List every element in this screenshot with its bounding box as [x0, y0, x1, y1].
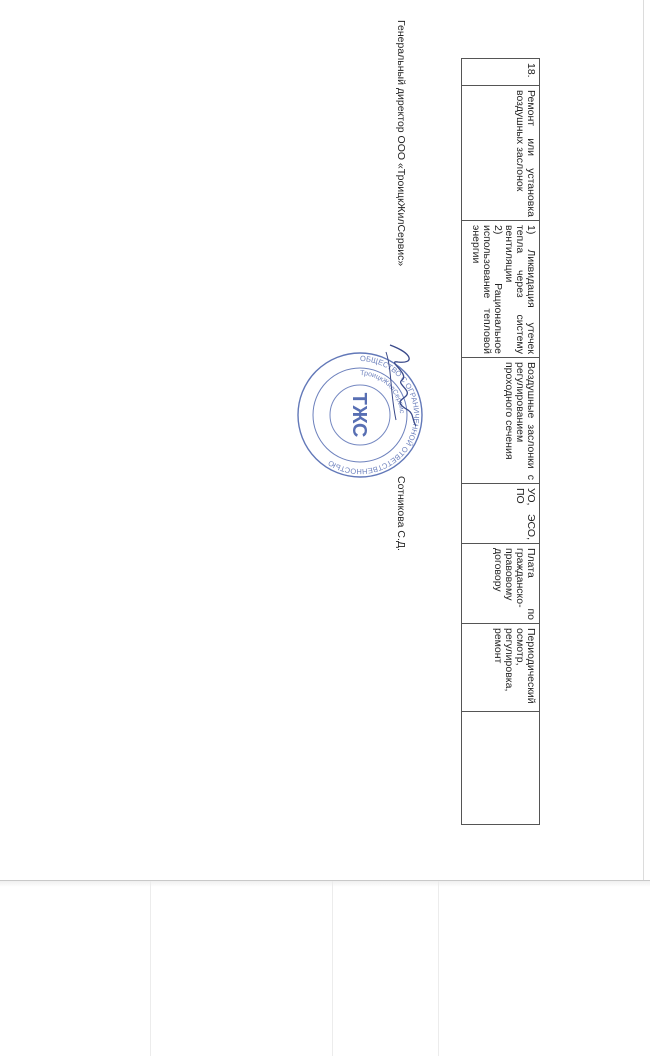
purpose-item-1: 1) Ликвидация утечек тепла через систему вентиляции: [503, 225, 537, 354]
scan-stripe: [438, 881, 439, 1056]
stamp-inner-text: ТроицкЖилСервис: [359, 369, 405, 414]
row-number: 18.: [462, 59, 540, 86]
scan-stripe: [332, 881, 333, 1056]
empty-cell: [462, 712, 540, 825]
page-bottom-edge: [0, 880, 650, 1057]
table-row: [462, 59, 540, 825]
equipment-cell: Воздушные заслонки с регулированием проходного сечения: [462, 358, 540, 484]
responsible-cell: УО, ЭСО, ПО: [462, 484, 540, 544]
purpose-item-2: 2) Рациональное использование тепловой энергии: [470, 225, 504, 354]
measures-table: [461, 58, 540, 825]
director-title: Генеральный директор ООО «ТроицкЖилСервис»: [395, 20, 407, 267]
signature-image: [380, 340, 420, 430]
stamp-outer-text: ОБЩЕСТВО С ОГРАНИЧЕННОЙ ОТВЕТСТВЕННОСТЬЮ: [326, 353, 422, 477]
method-cell: Периодический осмотр, регулировка, ремонт: [462, 624, 540, 712]
signer-name: Сотникова С.Д.: [395, 476, 407, 551]
scan-stripe: [150, 881, 151, 1056]
work-name-cell: Ремонт или установка воздушных заслонок: [462, 86, 540, 221]
financing-cell: Плата по гражданско-правовому договору: [462, 544, 540, 624]
purpose-cell: [462, 221, 540, 358]
stamp-logo-text: ТЖС: [348, 392, 370, 438]
